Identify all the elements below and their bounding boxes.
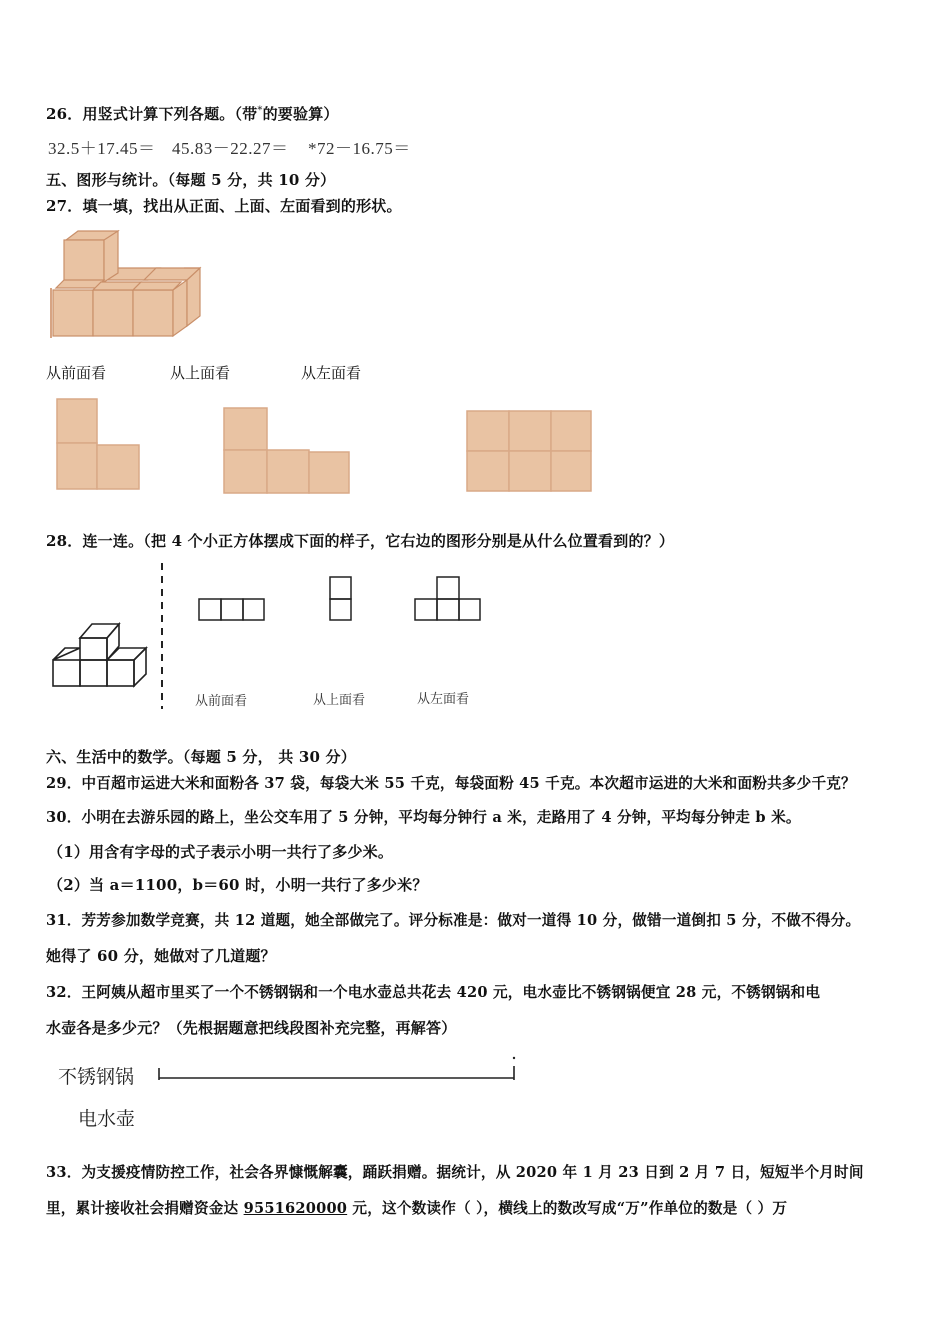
q29-text: 29．中百超市运进大米和面粉各 37 袋，每袋大米 55 千克，每袋面粉 45 千克。本次超市运进的大米和面粉共多少千克？ <box>46 775 856 792</box>
q28-caption-top: 从上面看 <box>313 693 366 708</box>
q28-title: 28．连一连。（把 4 个小正方体摆成下面的样子，它右边的图形分别是从什么位置看到的？） <box>46 532 675 550</box>
q28-shape-column-2 <box>329 576 353 622</box>
q27-cube-stack-figure <box>48 228 208 343</box>
q30-sub-1: （1）用含有字母的式子表示小明一共行了多少米。 <box>48 843 394 861</box>
q33-amount: 9551620000 <box>243 1200 348 1217</box>
q32-line-1: 32．王阿姨从超市里买了一个不锈钢锅和一个电水壶总共花去 420 元，电水壶比不锈钢锅便宜 28 元，不锈钢锅和电 <box>46 984 821 1001</box>
q27-title: 27．填一填，找出从正面、上面、左面看到的形状。 <box>46 197 402 215</box>
q27-label-top: 从上面看 <box>170 364 231 382</box>
q32-segment-line <box>156 1056 522 1084</box>
q27-view-shape-2 <box>222 406 354 496</box>
q26-calc-3: *72－16.75＝ <box>308 139 411 158</box>
q30-text: 30．小明在去游乐园的路上，坐公交车用了 5 分钟，平均每分钟行 a 米，走路用了 4 分钟，平均每分钟走 b 米。 <box>46 809 801 826</box>
section-6-heading: 六、生活中的数学。（每题 5 分， 共 30 分） <box>46 748 356 766</box>
q31-line-1: 31．芳芳参加数学竞赛，共 12 道题，她全部做完了。评分标准是：做对一道得 10 分，做错一道倒扣 5 分，不做不得分。 <box>46 912 861 929</box>
q28-shape-t <box>414 576 482 622</box>
q27-label-left: 从左面看 <box>301 364 362 382</box>
q28-caption-left: 从左面看 <box>417 692 470 707</box>
q33-line-2: 里，累计接收社会捐赠资金达 9551620000 元，这个数读作（ ），横线上的数改写成“万”作单位的数是（ ）万 <box>46 1200 788 1217</box>
section-5-heading: 五、图形与统计。（每题 5 分，共 10 分） <box>46 171 336 189</box>
q28-caption-front: 从前面看 <box>195 694 248 709</box>
q33-line-1: 33．为支援疫情防控工作，社会各界慷慨解囊，踊跃捐赠。据统计，从 2020 年 1 月 23 日到 2 月 7 日，短短半个月时间 <box>46 1164 864 1181</box>
q28-cube-figure <box>50 618 150 690</box>
q30-sub-2: （2）当 a＝1100，b＝60 时，小明一共行了多少米？ <box>48 876 428 894</box>
q27-view-shape-3 <box>465 409 595 495</box>
q32-label-kettle: 电水壶 <box>78 1108 136 1130</box>
q26-title: 26．用竖式计算下列各题。（带*的要验算） <box>46 105 339 123</box>
q28-shape-row-3 <box>198 598 266 622</box>
q32-label-pot: 不锈钢锅 <box>58 1066 135 1088</box>
q27-view-shape-1 <box>55 397 145 493</box>
q31-line-2: 她得了 60 分，她做对了几道题？ <box>46 947 276 965</box>
q28-divider <box>158 563 166 709</box>
q26-calc-1: 32.5＋17.45＝ <box>48 139 156 158</box>
q26-calc-2: 45.83－22.27＝ <box>172 139 289 158</box>
q27-label-front: 从前面看 <box>46 364 107 382</box>
q32-line-2: 水壶各是多少元？（先根据题意把线段图补充完整，再解答） <box>46 1019 457 1037</box>
